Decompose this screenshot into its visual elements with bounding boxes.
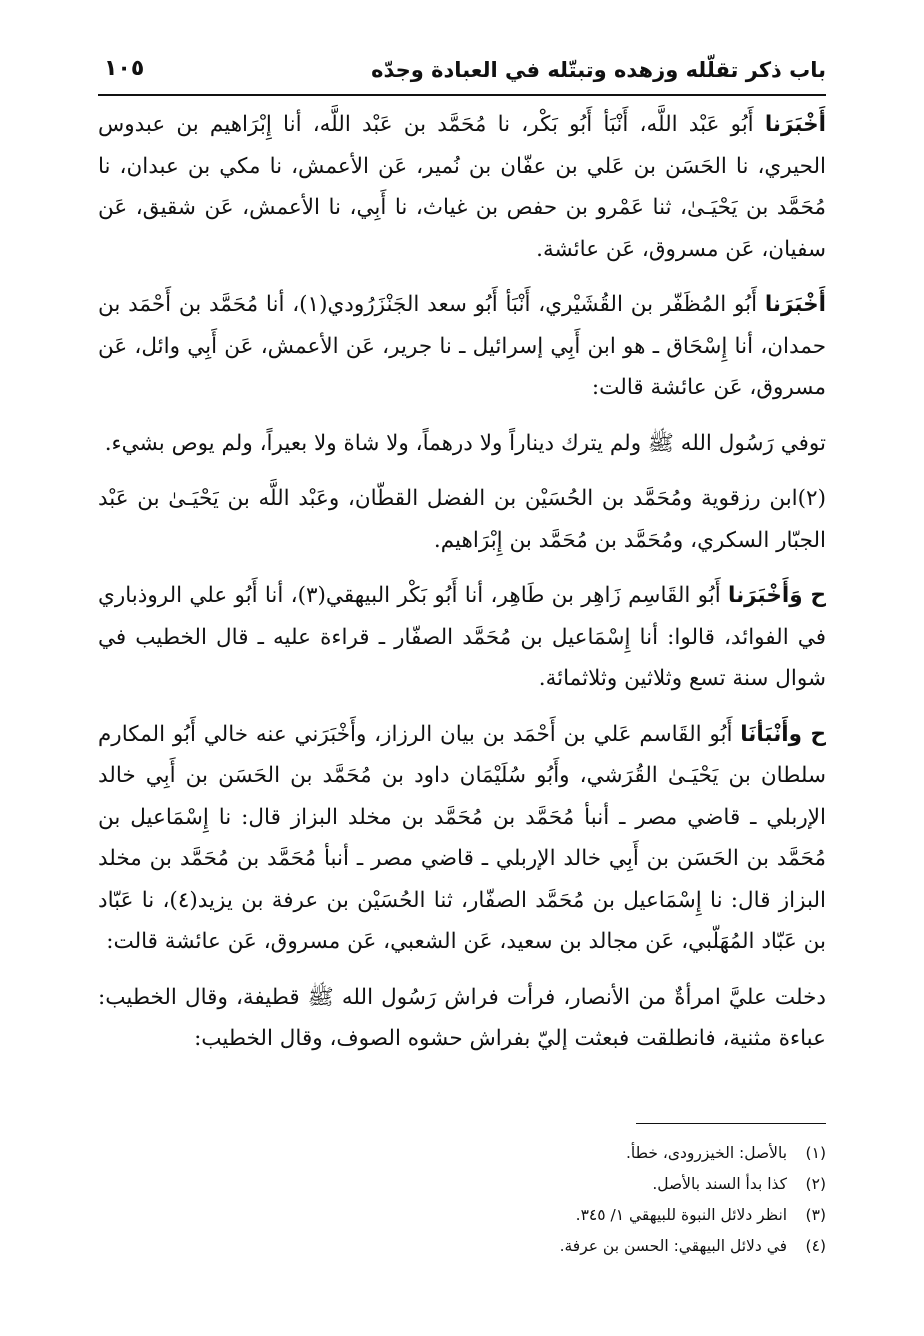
paragraph-7-text: دخلت عليَّ امرأةٌ من الأنصار، فرأت فراش رَسُول الله ﷺ قطيفة، وقال الخطيب: عباءة مثنية، فانطلقت فبعثت إليّ بفراش حشوه الصوف، وقال الخطيب: (98, 984, 826, 1051)
footnote-3-number: (٣) (805, 1206, 826, 1224)
paragraph-3 (98, 423, 826, 465)
main-text (98, 104, 826, 1074)
footnote-3 (98, 1200, 826, 1231)
footnote-1-text: بالأصل: الخيزرودى، خطأ. (625, 1144, 788, 1162)
footnote-3-text: انظر دلائل النبوة للبيهقي ١/ ٣٤٥. (575, 1206, 788, 1224)
paragraph-7 (98, 977, 826, 1060)
paragraph-2-text: أَبُو المُظَفّر بن القُشَيْري، أَنْبَأ أَبُو سعد الجَنْزَرُودي(١)، أنا مُحَمَّد بن أَحْمَد بن حمدان، أنا إِسْحَاق ـ هو ابن أَبِي إسرائيل ـ نا جرير، عَن الأعمش، عَن أَبِي وائل، عَن مسروق، عَن عائشة قالت: (98, 292, 826, 400)
running-header (98, 52, 826, 96)
paragraph-5 (98, 575, 826, 700)
footnote-4-text: في دلائل البيهقي: الحسن بن عرفة. (559, 1237, 788, 1255)
footnotes (98, 1138, 826, 1262)
paragraph-1-text: أَبُو عَبْد اللَّه، أَنْبَأ أَبُو بَكْر، نا مُحَمَّد بن عَبْد اللَّه، أنا إِبْرَاهيم بن عبدوس الحيري، نا الحَسَن بن عَلي بن عفّان بن نُمير، عَن الأعمش، نا مكي بن عبدان، نا مُحَمَّد بن يَحْيَـىٰ، ثنا عَمْرو بن حفص بن غياث، نا أَبِي، نا الأعمش، عَن شقيق، عَن سفيان، عَن مسروق، عَن عائشة. (98, 112, 826, 262)
footnote-2 (98, 1169, 826, 1200)
paragraph-6-text: أَبُو القَاسم عَلي بن أَحْمَد بن بيان الرزاز، وأَخْبَرَني عنه خالي أَبُو المكارم سلطان بن يَحْيَـىٰ القُرَشي، وأَبُو سُلَيْمَان داود بن مُحَمَّد بن الحَسَن بن أَبِي خالد الإربلي ـ قاضي مصر ـ أنبأ مُحَمَّد بن مُحَمَّد بن مخلد البزاز قال: نا إِسْمَاعيل بن مُحَمَّد بن الحَسَن بن أَبِي خالد الإربلي ـ قاضي مصر ـ أنبأ مُحَمَّد بن مُحَمَّد بن مخلد البزاز قال: نا إِسْمَاعيل بن مُحَمَّد الصفّار، ثنا الحُسَيْن بن عرفة بن يزيد(٤)، نا عَبّاد بن عَبّاد المُهَلّبي، عَن مجالد بن سعيد، عَن الشعبي، عَن مسروق، عَن عائشة قالت: (98, 721, 826, 954)
paragraph-1-lead: أَخْبَرَنا (764, 112, 826, 137)
footnote-divider (636, 1123, 826, 1124)
footnote-2-text: كذا بدأ السند بالأصل. (652, 1175, 788, 1193)
paragraph-5-text: أَبُو القَاسِم زَاهِر بن طَاهِر، أنا أَبُو بَكْر البيهقي(٣)، أنا أَبُو علي الروذباري في الفوائد، قالوا: أنا إِسْمَاعيل بن مُحَمَّد الصفّار ـ قراءة عليه ـ قال الخطيب في شوال سنة تسع وثلاثين وثلاثمائة. (98, 583, 826, 691)
paragraph-4 (98, 478, 826, 561)
paragraph-5-lead: ح وَأَخْبَرَنا (728, 583, 826, 608)
paragraph-3-text: توفي رَسُول الله ﷺ ولم يترك ديناراً ولا درهماً، ولا شاة ولا بعيراً، ولم يوص بشيء. (104, 430, 826, 456)
footnote-4 (98, 1231, 826, 1262)
footnote-1 (98, 1138, 826, 1169)
paragraph-4-text: (٢)ابن رزقوية ومُحَمَّد بن الحُسَيْن بن الفضل القطّان، وعَبْد اللَّه بن يَحْيَـىٰ بن عَبْد الجبّار السكري، ومُحَمَّد بن مُحَمَّد بن إِبْرَاهيم. (98, 486, 826, 553)
paragraph-2-lead: أَخْبَرَنا (764, 292, 826, 317)
paragraph-1 (98, 104, 826, 270)
chapter-title: باب ذكر تقلّله وزهده وتبتّله في العبادة وجدّه (371, 58, 826, 82)
footnote-2-number: (٢) (805, 1175, 826, 1193)
paragraph-6-lead: ح وأَنْبَأنَا (740, 721, 826, 747)
page-number: ١٠٥ (104, 56, 145, 81)
footnote-4-number: (٤) (805, 1237, 826, 1255)
paragraph-6 (98, 714, 826, 963)
footnote-1-number: (١) (805, 1144, 826, 1162)
paragraph-2 (98, 284, 826, 409)
